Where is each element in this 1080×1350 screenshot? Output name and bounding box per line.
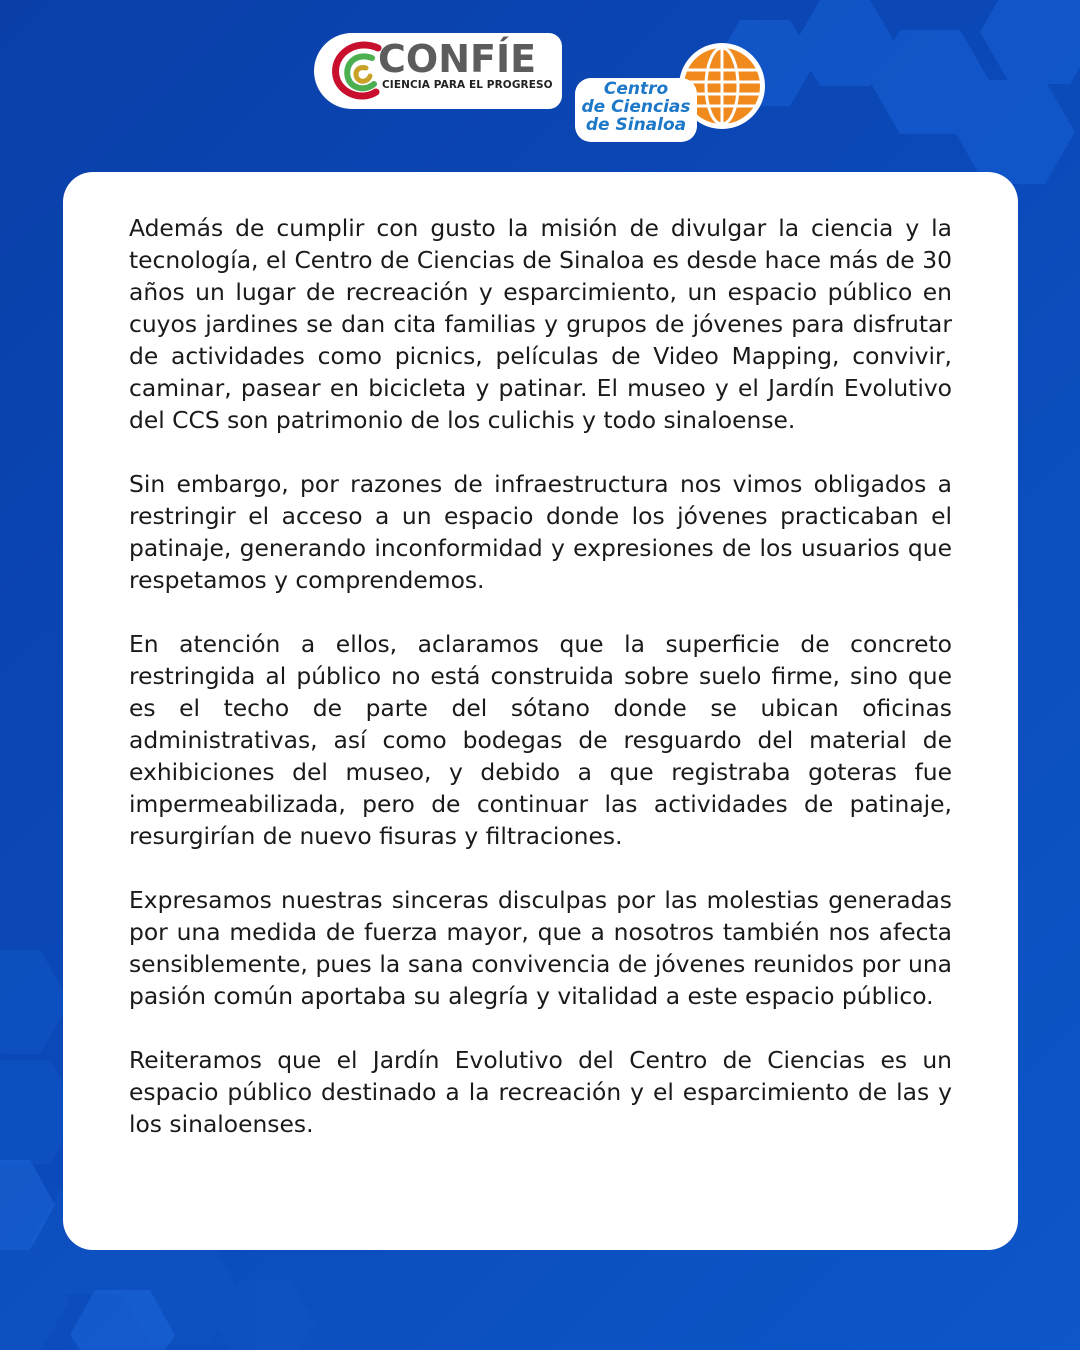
ccs-logo-line-1: Centro [603, 79, 669, 99]
statement-card [63, 172, 1018, 1250]
statement-paragraph-4: Expresamos nuestras sinceras disculpas por las molestias generadas por una medida de fuerza mayor, que a nosotros también nos afecta sensiblemente, pues la sana convivencia de jóvenes reunidos por una pasión común aportaba su alegría y vitalidad a este espacio público. [129, 886, 952, 1010]
confie-logo-name: CONFÍE [378, 37, 537, 81]
statement-paragraph-3: En atención a ellos, aclaramos que la superficie de concreto restringida al público no está construida sobre suelo firme, sino que es el techo de parte del sótano donde se ubican oficinas administrativas, así como bodegas de resguardo del material de exhibiciones del museo, y debido a que registraba goteras fue impermeabilizada, pero de continuar las actividades de patinaje, resurgirían de nuevo fisuras y filtraciones. [129, 630, 952, 850]
statement-body [129, 212, 952, 1140]
statement-paragraph-2: Sin embargo, por razones de infraestructura nos vimos obligados a restringir el acceso a un espacio donde los jóvenes practicaban el patinaje, generando inconformidad y expresiones de los usuarios que respetamos y comprendemos. [129, 470, 952, 594]
ccs-logo-name [576, 80, 696, 134]
statement-paragraph-1: Además de cumplir con gusto la misión de divulgar la ciencia y la tecnología, el Centro de Ciencias de Sinaloa es desde hace más de 30 años un lugar de recreación y esparcimiento, un espacio público en cuyos jardines se dan cita familias y grupos de jóvenes para disfrutar de actividades como picnics, películas de Video Mapping, convivir, caminar, pasear en bicicleta y patinar. El museo y el Jardín Evolutivo del CCS son patrimonio de los culichis y todo sinaloense. [129, 214, 952, 434]
ccs-logo-line-2: de Ciencias [581, 97, 691, 117]
confie-logo-tagline: CIENCIA PARA EL PROGRESO [382, 79, 553, 91]
header-logos [0, 0, 1080, 135]
ccs-logo-line-3: de Sinaloa [585, 115, 687, 135]
statement-paragraph-5: Reiteramos que el Jardín Evolutivo del Centro de Ciencias es un espacio público destinado a la recreación y el esparcimiento de las y los sinaloenses. [129, 1046, 952, 1138]
